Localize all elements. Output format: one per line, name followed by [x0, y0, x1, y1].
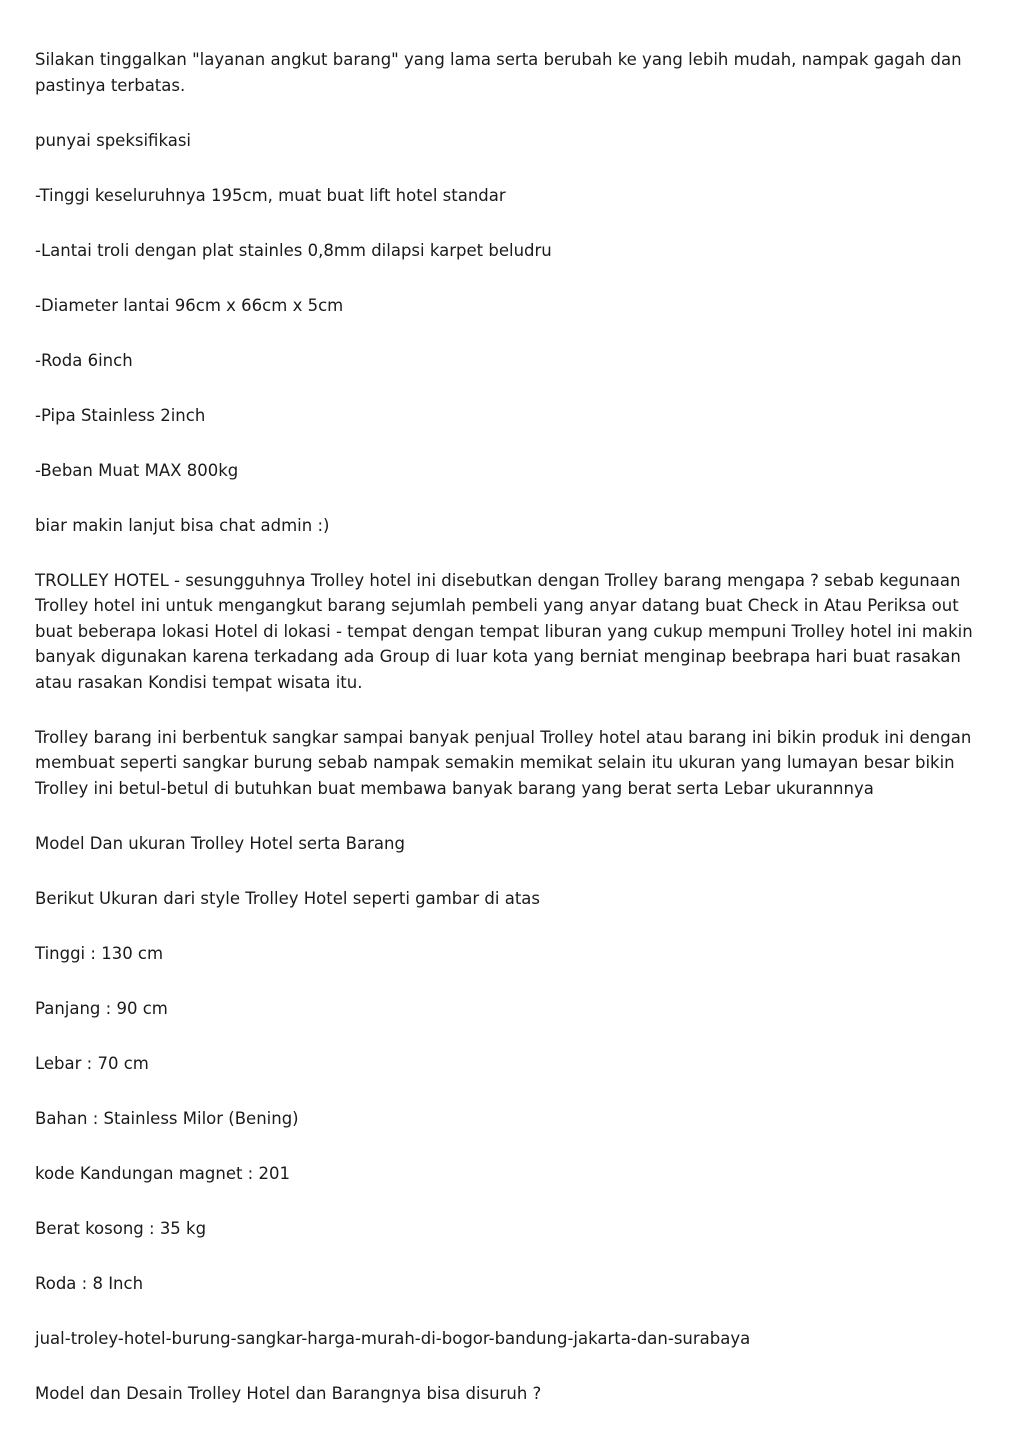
size-magnet-code: kode Kandungan magnet : 201	[35, 1163, 290, 1183]
size-width: Lebar : 70 cm	[35, 1053, 149, 1073]
model-heading: Model Dan ukuran Trolley Hotel serta Barang	[35, 833, 405, 853]
intro-paragraph: Silakan tinggalkan "layanan angkut barang" yang lama serta berubah ke yang lebih mudah, nampak gagah dan pastinya terbatas.	[35, 50, 962, 95]
size-wheel: Roda : 8 Inch	[35, 1273, 144, 1293]
size-length: Panjang : 90 cm	[35, 998, 168, 1018]
spec-item-wheel: -Roda 6inch	[35, 350, 133, 370]
size-empty-weight: Berat kosong : 35 kg	[35, 1218, 207, 1238]
trolley-hotel-paragraph: TROLLEY HOTEL - sesungguhnya Trolley hotel ini disebutkan dengan Trolley barang mengapa ? sebab kegunaan Trolley hotel ini untuk mengangkut barang sejumlah pembeli yang anyar datang buat Check in Atau Periksa out buat beberapa lokasi Hotel di lokasi - tempat dengan tempat liburan yang cukup mempuni Trolley hotel ini makin banyak digunakan karena terkadang ada Group di luar kota yang berniat menginap beebrapa hari buat rasakan atau rasakan Kondisi tempat wisata itu.	[35, 570, 973, 692]
spec-item-floor: -Lantai troli dengan plat stainles 0,8mm dilapsi karpet beludru	[35, 240, 552, 260]
spec-item-load: -Beban Muat MAX 800kg	[35, 460, 239, 480]
size-material: Bahan : Stainless Milor (Bening)	[35, 1108, 299, 1128]
closing-question: Model dan Desain Trolley Hotel dan Barangnya bisa disuruh ?	[35, 1383, 542, 1403]
document-body	[35, 47, 990, 1436]
size-height: Tinggi : 130 cm	[35, 943, 164, 963]
trolley-barang-paragraph: Trolley barang ini berbentuk sangkar sampai banyak penjual Trolley hotel atau barang ini bikin produk ini dengan membuat seperti sangkar burung sebab nampak semakin memikat selain itu ukuran yang lumayan besar bikin Trolley ini betul-betul di butuhkan buat membawa banyak barang yang berat serta Lebar ukurannnya	[35, 727, 972, 798]
contact-note: biar makin lanjut bisa chat admin :)	[35, 515, 330, 535]
size-intro: Berikut Ukuran dari style Trolley Hotel seperti gambar di atas	[35, 888, 541, 908]
slug-text: jual-troley-hotel-burung-sangkar-harga-murah-di-bogor-bandung-jakarta-dan-surabaya	[35, 1328, 751, 1348]
spec-item-diameter: -Diameter lantai 96cm x 66cm x 5cm	[35, 295, 344, 315]
spec-item-pipe: -Pipa Stainless 2inch	[35, 405, 206, 425]
spec-item-height: -Tinggi keseluruhnya 195cm, muat buat lift hotel standar	[35, 185, 506, 205]
spec-heading: punyai speksifikasi	[35, 130, 192, 150]
